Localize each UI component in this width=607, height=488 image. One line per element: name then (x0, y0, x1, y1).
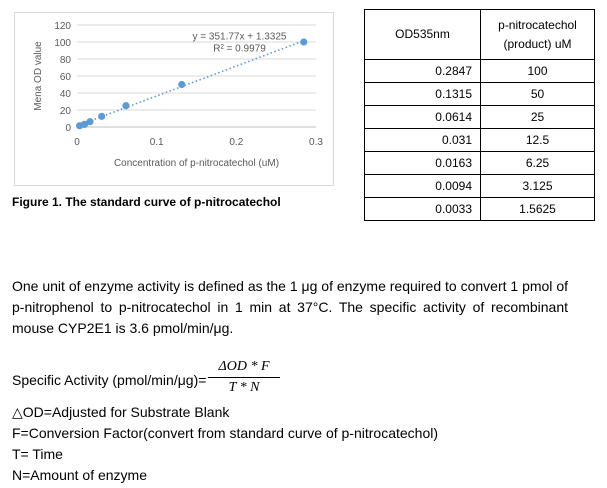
cell-od: 0.031 (365, 129, 481, 152)
x-tick-label: 0.1 (149, 137, 164, 148)
data-point (98, 113, 105, 120)
table-header-row (365, 10, 595, 60)
cell-od: 0.0163 (365, 152, 481, 175)
cell-pnc: 12.5 (481, 129, 595, 152)
x-tick-label: 0 (74, 137, 80, 148)
data-point (300, 38, 307, 45)
cell-od: 0.0614 (365, 106, 481, 129)
definition-time: T= Time (12, 446, 63, 462)
formula-label: Specific Activity (pmol/min/μg)= (12, 372, 207, 388)
y-tick-label: 60 (59, 72, 71, 83)
header-p-nitrocatechol (481, 10, 595, 60)
cell-od: 0.0033 (365, 198, 481, 221)
y-tick-label: 80 (59, 55, 71, 66)
definition-amount-of-enzyme: N=Amount of enzyme (12, 467, 148, 483)
definition-conversion-factor: F=Conversion Factor(convert from standard curve of p-nitrocatechol) (12, 425, 439, 441)
trendline-equation: y = 351.77x + 1.3325 (192, 31, 287, 43)
header-pnc-line2: (product) uM (503, 36, 572, 51)
table-row (365, 198, 595, 221)
specific-activity-formula (12, 358, 432, 398)
trendline (80, 41, 304, 125)
cell-pnc: 6.25 (481, 152, 595, 175)
standard-curve-table (364, 9, 595, 221)
table-row (365, 83, 595, 106)
definition-delta-od: △OD=Adjusted for Substrate Blank (12, 404, 230, 420)
table-row (365, 60, 595, 83)
cell-od: 0.2847 (365, 60, 481, 83)
formula-denominator: T * N (228, 380, 260, 395)
data-point (86, 118, 93, 125)
cell-pnc: 100 (481, 60, 595, 83)
table-row (365, 152, 595, 175)
chart-svg (15, 13, 333, 185)
header-pnc-line1: p-nitrocatechol (498, 17, 577, 32)
cell-pnc: 1.5625 (481, 198, 595, 221)
header-od535nm: OD535nm (365, 10, 481, 60)
cell-od: 0.1315 (365, 83, 481, 106)
y-tick-label: 0 (65, 123, 71, 134)
x-axis-title: Concentration of p-nitrocatechol (uM) (113, 158, 280, 169)
x-tick-label: 0.2 (229, 137, 244, 148)
formula-numerator: ΔOD * F (218, 359, 270, 374)
table-row (365, 129, 595, 152)
cell-pnc: 50 (481, 83, 595, 106)
standard-curve-chart (14, 12, 334, 186)
y-tick-label: 40 (59, 89, 71, 100)
enzyme-activity-definition: One unit of enzyme activity is defined as the 1 μg of enzyme required to convert 1 pmol of p-nitrophenol to p-nitrocatechol in 1 min at 37°C. The specific activity of recombinant mouse CYP2E1 is 3.6 pmol/min/μg. (12, 278, 568, 336)
data-point (178, 81, 185, 88)
x-tick-label: 0.3 (309, 137, 323, 148)
y-tick-label: 120 (54, 21, 71, 32)
formula-fraction (208, 358, 280, 397)
cell-od: 0.0094 (365, 175, 481, 198)
y-tick-label: 100 (54, 38, 71, 49)
fraction-bar (208, 377, 280, 378)
trendline-r-squared: R² = 0.9979 (213, 43, 266, 55)
data-point (122, 102, 129, 109)
table-row (365, 175, 595, 198)
table-row (365, 106, 595, 129)
y-tick-label: 20 (59, 106, 71, 117)
y-axis-title: Mena OD value (33, 41, 44, 111)
formula-definitions (12, 402, 438, 486)
figure-caption: Figure 1. The standard curve of p-nitrocatechol (12, 195, 281, 209)
cell-pnc: 3.125 (481, 175, 595, 198)
cell-pnc: 25 (481, 106, 595, 129)
